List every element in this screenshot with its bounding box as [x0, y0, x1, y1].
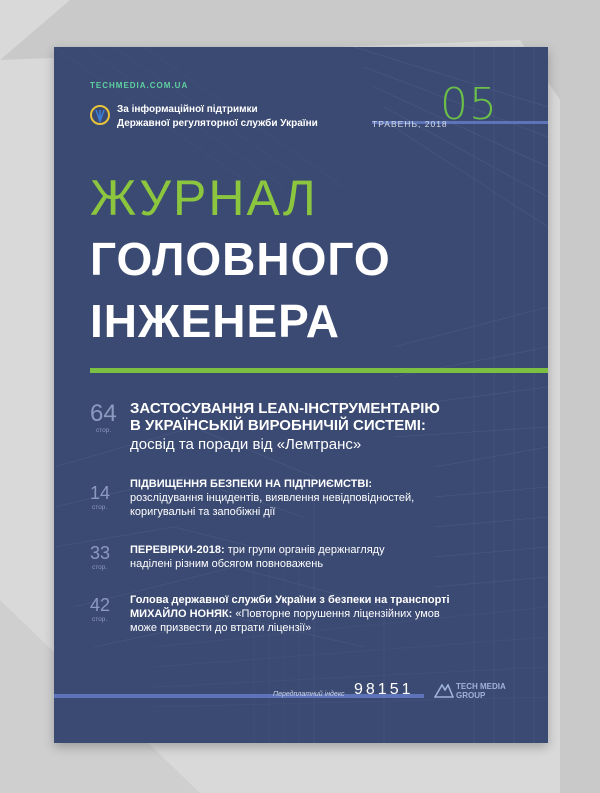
techmedia-logo-icon	[434, 684, 454, 698]
article-2-headline: ПІДВИЩЕННЯ БЕЗПЕКИ НА ПІДПРИЄМСТВІ:	[130, 478, 373, 490]
site-url[interactable]: TECHMEDIA.COM.UA	[90, 81, 189, 90]
title-line-1: ЖУРНАЛ	[90, 170, 318, 226]
main-headline-line-1: ЗАСТОСУВАННЯ LEAN-ІНСТРУМЕНТАРІЮ	[130, 400, 440, 417]
issue-date: ТРАВЕНЬ, 2018	[372, 119, 448, 129]
subscription-index: 98151	[354, 681, 414, 698]
article-2[interactable]	[130, 477, 548, 519]
article-2-text-2: коригувальні та запобіжні дії	[130, 506, 276, 518]
article-4-headline: Голова державної служби України з безпеки на транспорті	[130, 594, 450, 606]
magazine-cover	[54, 47, 548, 743]
article-4-text-2: може призвести до втрати ліцензії»	[130, 622, 312, 634]
main-article-page-label: стор.	[96, 427, 112, 434]
main-article-subtitle: досвід та поради від «Лемтранс»	[130, 436, 362, 453]
title-line-2: ГОЛОВНОГО	[90, 233, 391, 285]
main-article-page: 64	[90, 400, 117, 427]
logo-line-1: TECH MEDIA	[456, 682, 506, 691]
article-3-page-label: стор.	[92, 564, 108, 571]
article-3-headline: ПЕРЕВІРКИ-2018:	[130, 544, 225, 556]
publisher-logo-text	[456, 682, 506, 700]
article-2-page-label: стор.	[92, 504, 108, 511]
support-text	[117, 103, 318, 131]
logo-line-2: GROUP	[456, 691, 486, 700]
issue-number: 05	[440, 79, 498, 130]
main-article-headline[interactable]	[130, 400, 440, 434]
article-3-text-2: наділені різним обсягом повноважень	[130, 558, 324, 570]
state-emblem-icon	[90, 103, 110, 129]
subscription-label: Передплатний індекс	[273, 691, 345, 698]
article-2-text-1: розслідування інцидентів, виявлення невідповідностей,	[130, 492, 415, 504]
main-headline-line-2: В УКРАЇНСЬКІЙ ВИРОБНИЧІЙ СИСТЕМІ:	[130, 417, 426, 434]
title-divider	[90, 368, 548, 373]
article-4-page: 42	[90, 595, 111, 615]
article-4-page-label: стор.	[92, 616, 108, 623]
article-4-name: МИХАЙЛО НОНЯК:	[130, 608, 233, 620]
support-line-1: За інформаційної підтримки	[117, 104, 258, 115]
article-3-page: 33	[90, 543, 111, 563]
article-4[interactable]	[130, 593, 548, 635]
article-2-page: 14	[90, 483, 111, 503]
article-3[interactable]	[130, 543, 548, 571]
cover-building-art	[54, 47, 548, 743]
article-3-text-1: три групи органів держнагляду	[227, 544, 385, 556]
support-line-2: Державної регуляторної служби України	[117, 118, 318, 129]
title-line-3: ІНЖЕНЕРА	[90, 295, 341, 347]
article-4-text-1: «Повторне порушення ліцензійних умов	[235, 608, 440, 620]
